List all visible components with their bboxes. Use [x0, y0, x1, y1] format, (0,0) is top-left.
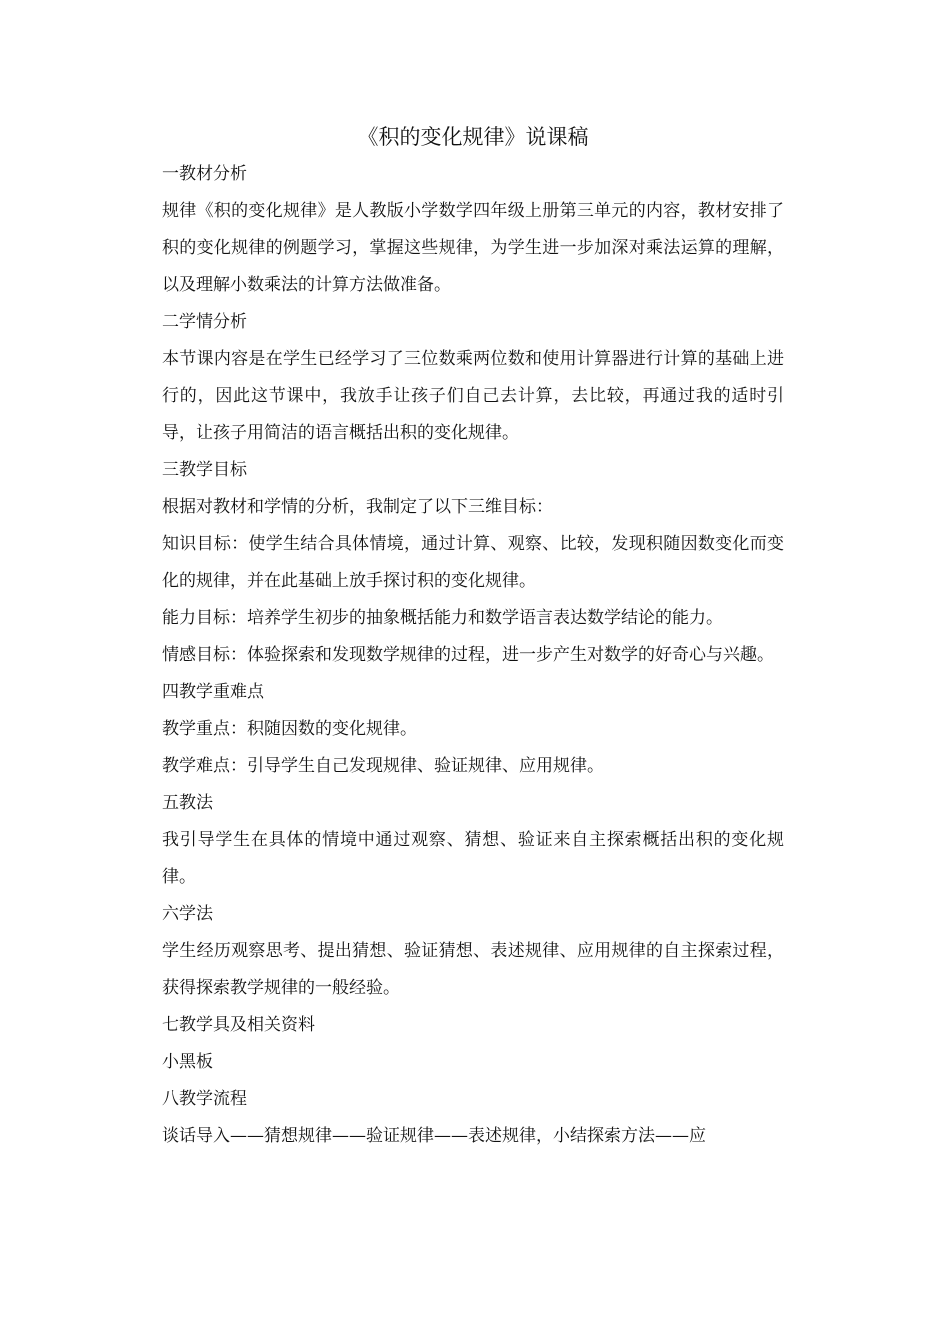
paragraph-learning-method: 学生经历观察思考、提出猜想、验证猜想、表述规律、应用规律的自主探索过程，获得探索教学规律的一般经验。 [162, 941, 784, 998]
section-heading-textbook-analysis: 一教材分析 [162, 164, 247, 184]
paragraph-ability-goal: 能力目标：培养学生初步的抽象概括能力和数学语言表达数学结论的能力。 [162, 608, 723, 628]
paragraph-emotion-goal: 情感目标：体验探索和发现数学规律的过程，进一步产生对数学的好奇心与兴趣。 [162, 645, 774, 665]
section-heading-teaching-goals: 三教学目标 [162, 460, 247, 480]
paragraph-teaching-aids: 小黑板 [162, 1052, 213, 1072]
paragraph-knowledge-goal: 知识目标：使学生结合具体情境，通过计算、观察、比较，发现积随因数变化而变化的规律，并在此基础上放手探讨积的变化规律。 [162, 534, 784, 591]
paragraph-difficult-point: 教学难点：引导学生自己发现规律、验证规律、应用规律。 [162, 756, 604, 776]
document-body [162, 119, 784, 1155]
section-heading-student-analysis: 二学情分析 [162, 312, 247, 332]
paragraph-goals-intro: 根据对教材和学情的分析，我制定了以下三维目标： [162, 497, 553, 517]
paragraph-teaching-method: 我引导学生在具体的情境中通过观察、猜想、验证来自主探索概括出积的变化规律。 [162, 830, 784, 887]
paragraph-textbook-analysis: 规律《积的变化规律》是人教版小学数学四年级上册第三单元的内容，教材安排了积的变化规律的例题学习，掌握这些规律，为学生进一步加深对乘法运算的理解，以及理解小数乘法的计算方法做准备。 [162, 201, 784, 295]
document-title: 《积的变化规律》说课稿 [357, 125, 589, 149]
paragraph-key-point: 教学重点：积随因数的变化规律。 [162, 719, 417, 739]
paragraph-student-analysis: 本节课内容是在学生已经学习了三位数乘两位数和使用计算器进行计算的基础上进行的，因此这节课中，我放手让孩子们自己去计算，去比较，再通过我的适时引导，让孩子用简洁的语言概括出积的变化规律。 [162, 349, 784, 443]
section-heading-teaching-method: 五教法 [162, 793, 213, 813]
section-heading-learning-method: 六学法 [162, 904, 213, 924]
section-heading-teaching-aids: 七教学具及相关资料 [162, 1015, 315, 1035]
section-heading-teaching-process: 八教学流程 [162, 1089, 247, 1109]
section-heading-key-points: 四教学重难点 [162, 682, 264, 702]
paragraph-teaching-process: 谈话导入——猜想规律——验证规律——表述规律，小结探索方法——应 [162, 1126, 706, 1146]
